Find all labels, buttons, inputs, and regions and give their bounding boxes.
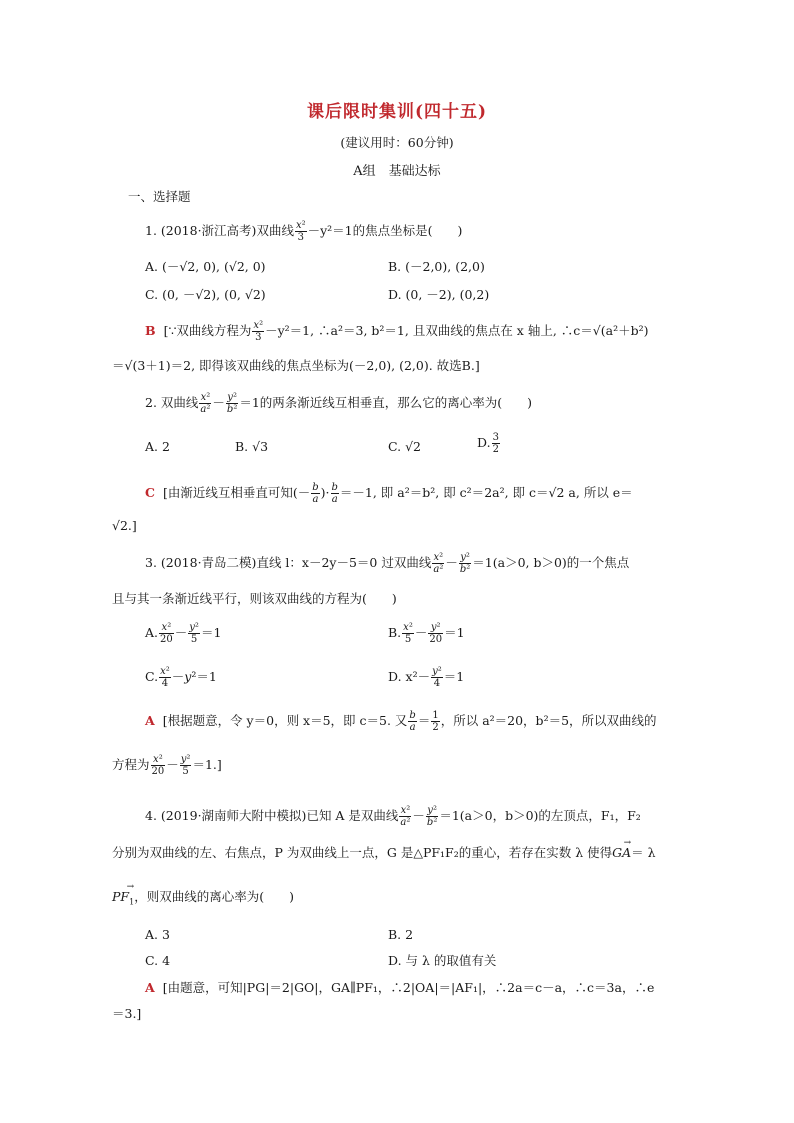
q3-answer: A: [145, 713, 155, 728]
q2-option-b: B. √3: [235, 439, 269, 454]
section-heading: 一、选择题: [128, 189, 191, 204]
q3-option-a: A. $\frac{\text{x²}}{20}$ － $\frac{\text{y²}}{5}$ ＝1: [145, 622, 222, 645]
q2-solution-line1: C [由渐近线互相垂直可知(－ $\frac{b}{a}$ )· $\frac{b}{a}$ ＝－1, 即 a²＝b², 即 c²＝2a², 即 c＝√2 a, 所以 e＝: [145, 482, 633, 505]
time-suggestion: (建议用时：60分钟): [340, 135, 454, 150]
q1-stem: 1. (2018·浙江高考)双曲线 $\frac{\text{x²}}{3}$ －y²＝1的焦点坐标是( ): [145, 220, 463, 243]
q4-option-a: A. 3: [145, 927, 170, 942]
q4-stem: 4. (2019·湖南师大附中模拟)已知 A 是双曲线 $\frac{\text{x²}}{\text{a²}}$ － $\frac{\text{y²}}{\text{b²}}$ ＝1(a＞0，b＞0)的左顶点，F₁，F₂: [145, 805, 641, 828]
q3-stem-line2: 且与其一条渐近线平行，则该双曲线的方程为( ): [112, 591, 397, 606]
q3-option-c: C. $\frac{\text{x²}}{4}$ －y²＝1: [145, 666, 217, 689]
q1-answer: B: [145, 323, 156, 338]
q2-answer: C: [145, 485, 155, 500]
q2-option-d: D. $\frac{3}{2}$: [477, 432, 499, 455]
fraction: $\frac{\text{x²}}{3}$: [295, 220, 306, 243]
q3-option-d: D. x²－ $\frac{\text{y²}}{4}$ ＝1: [388, 666, 465, 689]
q4-stem-line3: → $PF_1$，则双曲线的离心率为( ): [112, 887, 294, 913]
q3-option-b: B. $\frac{\text{x²}}{5}$ － $\frac{\text{y²}}{20}$ ＝1: [388, 622, 465, 645]
q2-solution-line2: √2.]: [112, 518, 137, 533]
q2-stem: 2. 双曲线 $\frac{\text{x²}}{\text{a²}}$ － $\frac{\text{y²}}{\text{b²}}$ ＝1的两条渐近线互相垂直，那么它的离心率为( ): [145, 392, 533, 415]
q4-option-d: D. 与 λ 的取值有关: [388, 953, 497, 968]
q1-option-c: C. (0, －√2), (0, √2): [145, 287, 266, 302]
q4-solution-line1: A [由题意，可知|PG|＝2|GO|，GA∥PF₁，∴2|OA|＝|AF₁|，∴2a＝c－a，∴c＝3a，∴e: [145, 980, 655, 995]
q4-solution-line2: ＝3.]: [112, 1006, 142, 1021]
q1-solution-line2: ＝√(3＋1)＝2, 即得该双曲线的焦点坐标为(－2,0), (2,0). 故选B.]: [112, 358, 480, 373]
page-title: 课后限时集训(四十五): [306, 102, 488, 122]
q1-option-b: B. (－2,0), (2,0): [388, 259, 485, 274]
q4-option-c: C. 4: [145, 953, 171, 968]
q4-answer: A: [145, 980, 155, 995]
q1-solution-line1: B [∵双曲线方程为 $\frac{\text{x²}}{3}$ －y²＝1, ∴a²＝3, b²＝1, 且双曲线的焦点在 x 轴上, ∴c＝√(a²＋b²): [145, 320, 649, 343]
group-heading: A组 基础达标: [353, 164, 441, 179]
q3-solution-line2: 方程为 $\frac{\text{x²}}{20}$ － $\frac{\text{y²}}{5}$ ＝1.]: [112, 754, 222, 777]
q1-option-d: D. (0, －2), (0,2): [388, 287, 490, 302]
q3-solution-line1: A [根据题意，令 y＝0，则 x＝5，即 c＝5. 又 $\frac{b}{a}$ ＝ $\frac{1}{2}$ ，所以 a²＝20，b²＝5，所以双曲线的: [145, 710, 657, 733]
q2-option-a: A. 2: [145, 439, 170, 454]
q3-stem: 3. (2018·青岛二模)直线 l：x－2y－5＝0 过双曲线 $\frac{\text{x²}}{\text{a²}}$ － $\frac{\text{y²}}{\text{b²}}$ ＝1(a＞0, b＞0)的一个焦点: [145, 552, 630, 575]
q4-stem-line2: 分别为双曲线的左、右焦点，P 为双曲线上一点，G 是△PF₁F₂的重心，若存在实数 λ 使得→ GA＝ λ: [112, 843, 656, 863]
q1-option-a: A. (－√2, 0), (√2, 0): [145, 259, 266, 274]
q2-option-c: C. √2: [388, 439, 421, 454]
q4-option-b: B. 2: [388, 927, 414, 942]
